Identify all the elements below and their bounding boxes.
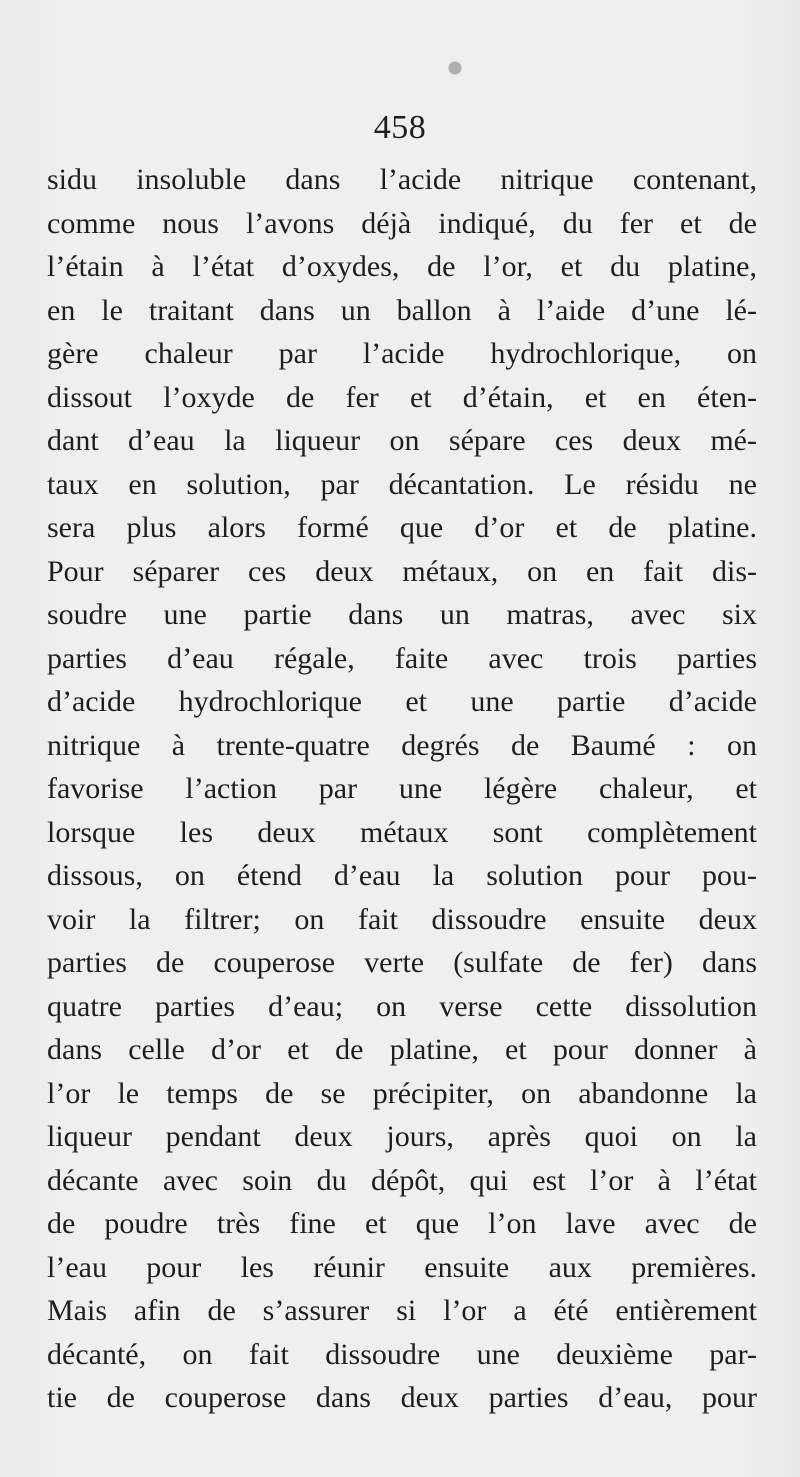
text-line: nitrique à trente-quatre degrés de Baumé : on xyxy=(47,728,757,762)
text-line: parties de couperose verte (sulfate de fer) dans xyxy=(47,946,757,979)
text-line: dans celle d’or et de platine, et pour donner à xyxy=(47,1033,757,1066)
text-line: liqueur pendant deux jours, après quoi on la xyxy=(47,1120,757,1153)
text-line: sera plus alors formé que d’or et de platine. xyxy=(47,511,757,544)
text-line: gère chaleur par l’acide hydrochlorique, on xyxy=(47,337,757,370)
text-line: taux en solution, par décantation. Le résidu ne xyxy=(47,467,757,501)
text-line: parties d’eau régale, faite avec trois parties xyxy=(47,641,757,675)
text-line: dissout l’oxyde de fer et d’étain, et en éten- xyxy=(47,380,757,414)
text-line: d’acide hydrochlorique et une partie d’acide xyxy=(47,685,757,718)
text-line: en le traitant dans un ballon à l’aide d’une lé- xyxy=(47,293,757,327)
text-line: lorsque les deux métaux sont complètement xyxy=(47,815,757,849)
text-line: Mais afin de s’assurer si l’or a été entièrement xyxy=(47,1294,757,1327)
text-line: de poudre très fine et que l’on lave avec de xyxy=(47,1207,757,1240)
text-line: favorise l’action par une légère chaleur, et xyxy=(47,772,757,805)
text-line: l’étain à l’état d’oxydes, de l’or, et du platine, xyxy=(47,250,757,283)
text-line: sidu insoluble dans l’acide nitrique contenant, xyxy=(47,163,757,196)
page-number: 458 xyxy=(373,109,427,146)
text-line: comme nous l’avons déjà indiqué, du fer et de xyxy=(47,206,757,240)
text-line: voir la filtrer; on fait dissoudre ensuite deux xyxy=(47,902,757,936)
text-line: quatre parties d’eau; on verse cette dissolution xyxy=(47,989,757,1023)
text-line: Pour séparer ces deux métaux, on en fait dis- xyxy=(47,554,757,588)
text-line: soudre une partie dans un matras, avec six xyxy=(47,598,757,631)
text-line: l’or le temps de se précipiter, on abandonne la xyxy=(47,1076,757,1110)
text-line: décanté, on fait dissoudre une deuxième par- xyxy=(47,1337,757,1371)
text-line: décante avec soin du dépôt, qui est l’or à l’état xyxy=(47,1163,757,1197)
text-line: tie de couperose dans deux parties d’eau, pour xyxy=(47,1381,757,1414)
text-line: l’eau pour les réunir ensuite aux premières. xyxy=(47,1250,757,1284)
body-text xyxy=(47,158,757,1420)
text-line: dissous, on étend d’eau la solution pour pou- xyxy=(47,859,757,892)
text-line: dant d’eau la liqueur on sépare ces deux mé- xyxy=(47,424,757,457)
